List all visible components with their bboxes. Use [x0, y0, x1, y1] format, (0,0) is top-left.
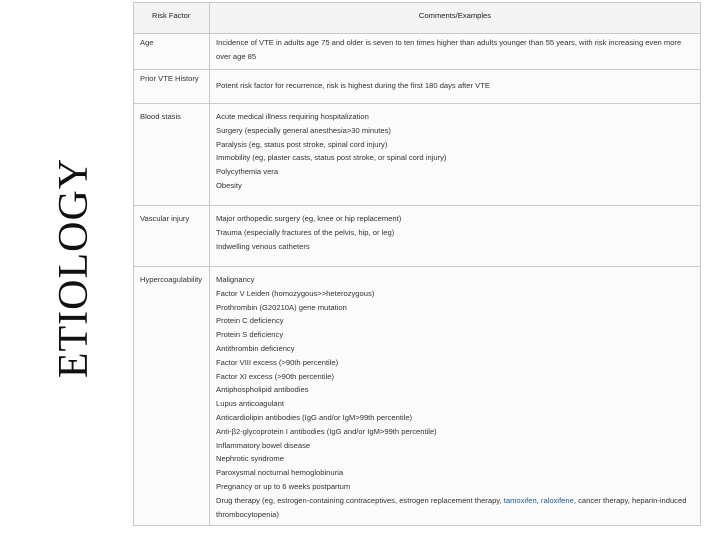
list-item: Nephrotic syndrome: [216, 454, 284, 464]
drug-therapy-prefix: Drug therapy (eg, estrogen-containing contraceptives, estrogen replacement therapy,: [216, 495, 504, 505]
row-hypercoagulability: [134, 267, 701, 526]
side-title-container: [38, 155, 110, 380]
list-item: Paralysis (eg, status post stroke, spinal cord injury): [216, 139, 388, 149]
header-comments-examples: Comments/Examples: [210, 3, 701, 34]
list-item: Pregnancy or up to 6 weeks postpartum: [216, 481, 351, 491]
list-item: Factor V Leiden (homozygous>>heterozygous): [216, 288, 375, 298]
drug-therapy-item: [216, 494, 695, 522]
list-item: Obesity: [216, 180, 242, 190]
list-item: Surgery (especially general anesthesia>30 minutes): [216, 125, 391, 135]
factor-vascular-injury: Vascular injury: [134, 206, 210, 267]
list-item: Indwelling venous catheters: [216, 241, 310, 251]
row-age: [134, 34, 701, 70]
list-item: Major orthopedic surgery (eg, knee or hip replacement): [216, 214, 402, 223]
comments-blood-stasis: [210, 104, 701, 206]
drug-therapy-suffix: , cancer therapy, heparin-induced thrombocytopenia): [216, 495, 687, 519]
comments-vascular-injury: [210, 206, 701, 267]
factor-prior-vte: Prior VTE History: [134, 70, 210, 104]
list-item: Paroxysmal nocturnal hemoglobinuria: [216, 468, 344, 478]
raloxifene-link[interactable]: raloxifene: [540, 495, 574, 505]
risk-factor-table: [133, 2, 701, 526]
list-item: Immobility (eg, plaster casts, status post stroke, or spinal cord injury): [216, 153, 447, 163]
header-risk-factor: Risk Factor: [134, 3, 210, 34]
list-item: Factor VIII excess (>90th percentile): [216, 357, 339, 367]
list-item: Acute medical illness requiring hospitalization: [216, 112, 369, 121]
factor-hypercoagulability: Hypercoagulability: [134, 267, 210, 526]
list-item: Prothrombin (G20210A) gene mutation: [216, 302, 347, 312]
list-item: Trauma (especially fractures of the pelvis, hip, or leg): [216, 227, 395, 237]
comments-hypercoagulability: [210, 267, 701, 526]
list-item: Lupus anticoagulant: [216, 399, 284, 409]
tamoxifen-link[interactable]: tamoxifen: [503, 495, 537, 505]
list-item: Inflammatory bowel disease: [216, 440, 311, 450]
side-title: ETIOLOGY: [51, 157, 97, 378]
comments-prior-vte: [210, 70, 701, 104]
table-header-row: [134, 3, 701, 34]
list-item: Antiphospholipid antibodies: [216, 385, 309, 395]
factor-age: Age: [134, 34, 210, 70]
list-item: Antithrombin deficiency: [216, 343, 295, 353]
list-item: Malignancy: [216, 275, 255, 284]
drug-separator: ,: [536, 495, 541, 505]
list-item: Anticardiolipin antibodies (IgG and/or IgM>99th percentile): [216, 412, 413, 422]
list-item: Polycythemia vera: [216, 167, 279, 177]
list-item: Factor XI excess (>90th percentile): [216, 371, 334, 381]
list-item: Incidence of VTE in adults age 75 and older is seven to ten times higher than adults younger than 55 years, with risk increasing even more over age 85: [216, 38, 682, 61]
row-vascular-injury: [134, 206, 701, 267]
list-item: Potent risk factor for recurrence, risk is highest during the first 180 days after VTE: [216, 81, 490, 90]
factor-blood-stasis: Blood stasis: [134, 104, 210, 206]
list-item: Anti-β2-glycoprotein I antibodies (IgG and/or IgM>99th percentile): [216, 426, 437, 436]
row-prior-vte: [134, 70, 701, 104]
list-item: Protein C deficiency: [216, 316, 284, 326]
comments-age: [210, 34, 701, 70]
row-blood-stasis: [134, 104, 701, 206]
list-item: Protein S deficiency: [216, 330, 284, 340]
